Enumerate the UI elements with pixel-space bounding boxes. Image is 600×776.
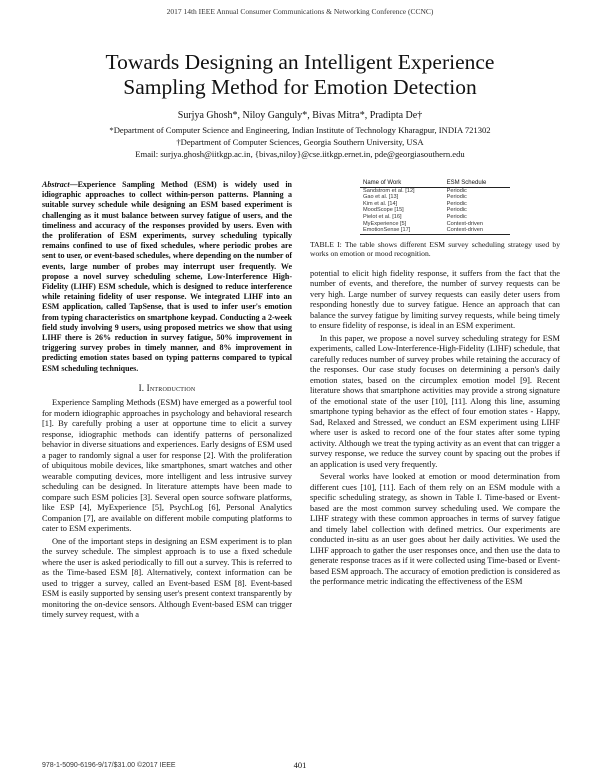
table-cell: MyExperience [5]: [363, 220, 407, 227]
table-header: ESM Schedule: [444, 180, 510, 187]
table-cell: Sandstrom et al. [12]: [363, 187, 415, 194]
table-cell: Context-driven: [444, 227, 510, 234]
table-cell: Periodic: [446, 194, 467, 201]
right-column: [310, 180, 560, 590]
footer-isbn: 978-1-5090-6196-9/17/$31.00 ©2017 IEEE: [42, 762, 176, 769]
table-row: [360, 187, 510, 194]
table-row: [360, 227, 510, 234]
table-caption: TABLE I: The table shows different ESM survey scheduling strategy used by works on emotion or mood recognition.: [310, 239, 560, 259]
affiliation-1: *Department of Computer Science and Engineering, Indian Institute of Technology Kharagpur, INDIA 721302: [109, 125, 491, 135]
table-row: [360, 201, 510, 208]
right-paragraph-3: Several works have looked at emotion or mood determination from different cues [10], [11]. Each of them rely on an ESM module with a specific scheduling strategy, as shown in Table I. Time-based or Event-based are the most common survey scheduling used. We compare the LIHF strategy with these common approaches in terms of survey fatigue and timely label collection with defined metrics. Our experiments are conducted in-situ as an user goes about her daily activities. We used the LIHF approach to gather the user responses once, and then use the data to generate response traces as if it were collected using Time-based or Event-based ESM approach. The accuracy of emotion prediction is considered as the performance metric indicating the effectiveness of the ESM: [310, 472, 560, 587]
table-row: [360, 194, 510, 201]
table-cell: MoodScope [15]: [363, 207, 404, 214]
table-cell: Gao et al. [13]: [363, 194, 399, 201]
abstract: [42, 180, 292, 374]
right-paragraph-1: potential to elicit high fidelity response, it suffers from the fact that the number of events, and therefore, the number of survey requests can be very high. Large number of survey requests can easily deter users from responding honestly due to survey fatigue. Hence an approach that can balance the survey fatigue by limiting survey requests, while being timely to ensure fidelity of response, is ideal in an ESM experiment.: [310, 268, 560, 331]
esm-schedule-table: [360, 180, 510, 235]
table-cell: EmotionSense [17]: [360, 227, 444, 234]
table-cell: Periodic: [446, 213, 467, 220]
table-cell: Periodic: [446, 207, 467, 214]
table-cell: Periodic: [446, 187, 467, 194]
title-line-2: Sampling Method for Emotion Detection: [123, 75, 477, 99]
table-row: [360, 207, 510, 214]
authors: Surjya Ghosh*, Niloy Ganguly*, Bivas Mitra*, Pradipta De†: [177, 110, 423, 121]
right-paragraph-2: In this paper, we propose a novel survey scheduling strategy for ESM experiments, called Low-Interference-High-Fidelity (LIHF) schedule, that carefully reduces number of survey probes while retaining the accuracy of the responses. Our case study focuses on determining a person's daily emotion states, based on the circumplex emotion model [9]. Recent literature shows that smartphone activities may provide a strong signature of the emotional state of the user [10], [11]. Along this line, assuming smartphone typing behavior as the effect of four emotion states - Happy, Sad, Relaxed and Stressed, we conduct an ESM experiment using LIHF where user is asked to record one of the four states after some typing activity. Although we treat the typing activity as an event that can trigger a survey response, we reduce the survey count by spacing out the probes if an application is used very frequently.: [310, 333, 560, 469]
section-introduction-title: I. Introduction: [138, 382, 196, 393]
table-row: [360, 214, 510, 221]
table-row: [360, 221, 510, 228]
affiliation-2: †Department of Computer Sciences, Georgia Southern University, USA: [176, 137, 424, 147]
page-number: 401: [293, 760, 307, 770]
title-line-1: Towards Designing an Intelligent Experience: [105, 50, 495, 74]
intro-paragraph-2: One of the important steps in designing an ESM experiment is to plan the survey schedule. The simplest approach is to use a fixed schedule where the user is asked periodically to fill out a survey. This is referred to as the Time-based ESM [8]. Alternatively, context information can be used to trigger a survey, called an Event-based ESM [8]. Event-based ESM is easily supported by sensing user's present context transparently by monitoring the on-device sensors. Although Event-based ESM can trigger timely survey request, with a: [42, 536, 292, 620]
table-header: Name of Work: [360, 180, 444, 187]
conference-header: 2017 14th IEEE Annual Consumer Communications & Networking Conference (CCNC): [166, 7, 434, 16]
email-line: Email: surjya.ghosh@iitkgp.ac.in, {bivas,niloy}@cse.iitkgp.ernet.in, pde@georgiasouthern.edu: [135, 149, 465, 159]
abstract-label: Abstract: [42, 180, 70, 189]
table-cell: Pielot et al. [16]: [363, 213, 402, 220]
table-header-row: [360, 180, 510, 187]
intro-paragraph-1: Experience Sampling Methods (ESM) have emerged as a powerful tool for modern idiographic approaches in psychology and behavioral research [1]. By carefully probing a user at opportune time to elicit a survey response, idiographic methods can identify patterns of personalized behavior in diverse situations and experiences. Early designs of ESM used a pager to randomly signal a user for response [2]. With the proliferation of ubiquitous mobile devices, like smartphones, smart watches and other wearable computing devices, more intelligent and less intrusive survey scheduling can be designed. In literature attempts have been made to compare such ESM policies [3]. Several open source software platforms, like ESP [4], MyExperience [5], PsychLog [6], Personal Analytics Companion [7], are available on different mobile computing platforms to cater to ESM experiments.: [42, 398, 292, 534]
table-cell: Periodic: [446, 200, 467, 207]
abstract-text: —Experience Sampling Method (ESM) is widely used in idiographic approaches to collect within-person patterns. Planning a suitable survey schedule while designing an ESM based experiment is challenging as it must balance between survey fatigue of users, and the timeliness and accuracy of the responses provided by users. Even with the proliferation of ESM experiments, survey scheduling typically remains confined to use of fixed schedules, where periodic probes are sent to user, or event-based schedules, where depending on the number of events, large number of probes may interrupt user frequently. We propose a novel survey scheduling scheme, Low-Interference High-Fidelity (LIHF) ESM schedule, which is designed to reduce interference while retaining fidelity of user response. We integrated LIHF into an ESM application, called TapSense, that is used to infer user's emotion from typing characteristics on smartphone keypad. Conducting a 2-week field study involving 9 users, using proposed metrics we show that using LIHF there is 26% reduction in survey fatigue, 50% improvement in triggering survey probes in timely manner, and 8% improvement in predicting emotion states based on typing patterns compared to typical ESM scheduling techniques.: [42, 180, 292, 373]
table-cell: Kim et al. [14]: [363, 200, 398, 207]
left-column: [42, 180, 292, 623]
paper-title: [40, 50, 560, 100]
table-cell: Context-driven: [446, 220, 484, 227]
